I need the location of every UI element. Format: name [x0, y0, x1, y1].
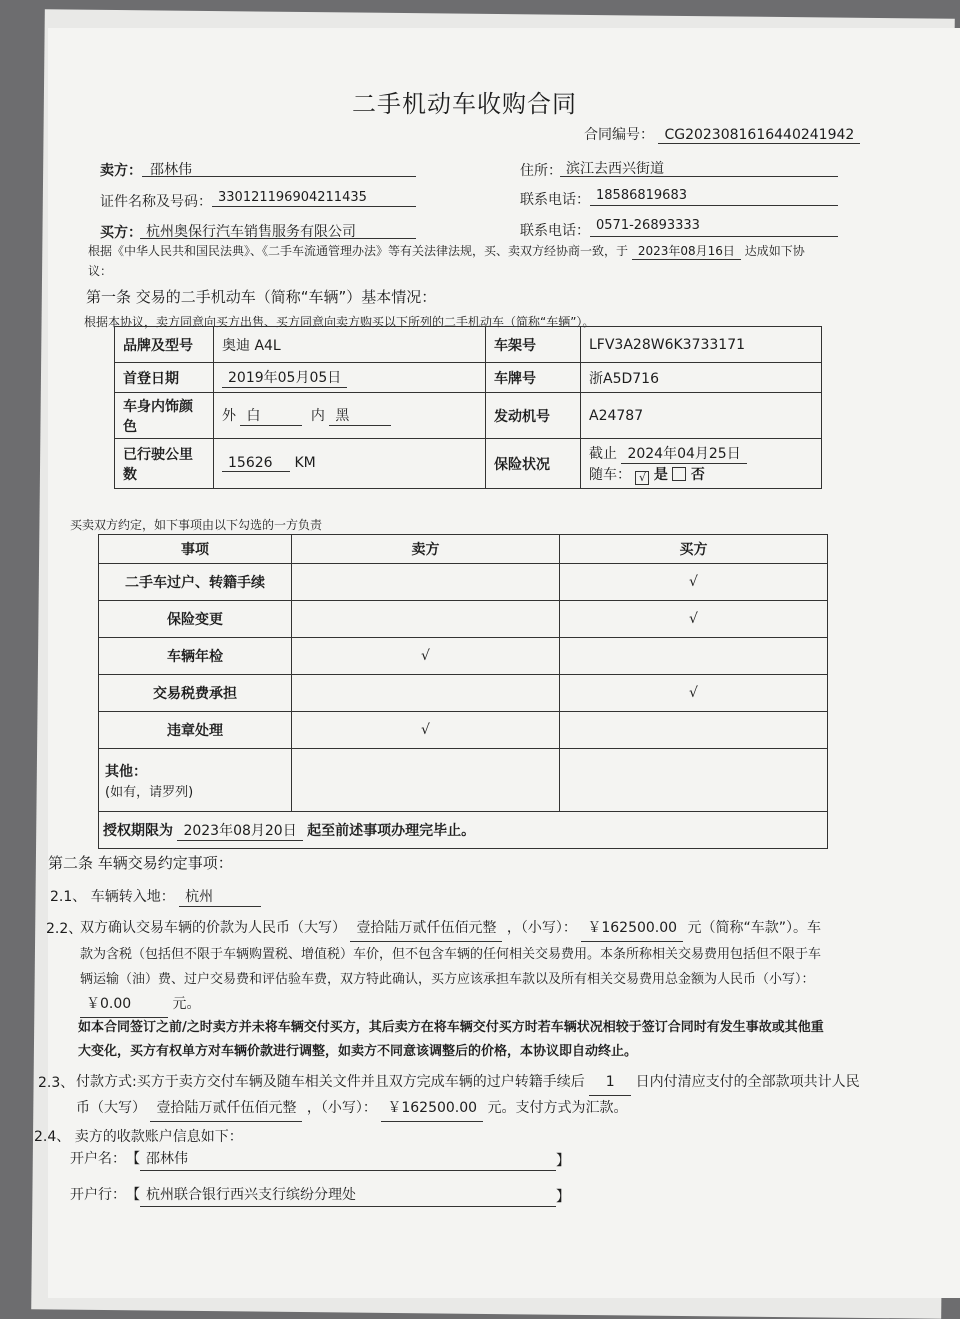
contract-title: 二手机动车收购合同: [352, 90, 577, 118]
vin-label: 车架号: [486, 327, 581, 363]
other-seller[interactable]: [292, 749, 560, 812]
other-buyer[interactable]: [559, 749, 827, 812]
resp-buyer-check[interactable]: [559, 712, 827, 749]
with-car-label: 随车：: [589, 466, 631, 483]
exterior-prefix: 外: [222, 408, 236, 424]
clause-2-2-text-a: 双方确认交易车辆的价款为人民币（大写）: [80, 920, 346, 936]
id-label: 证件名称及号码：: [100, 194, 212, 210]
resp-buyer-check[interactable]: [559, 638, 827, 675]
first-reg-label: 首登日期: [115, 363, 214, 393]
buyer-phone-label: 联系电话：: [520, 223, 590, 239]
clause-2-1: [50, 886, 261, 907]
yes-label: 是: [653, 466, 668, 483]
mileage-value: 15626: [222, 455, 290, 472]
clause-2-4-num: 2.4、: [34, 1129, 71, 1145]
resp-item: 二手车过户、转籍手续: [99, 564, 292, 601]
destination-value: 杭州: [179, 886, 261, 907]
resp-buyer-check[interactable]: √: [559, 675, 827, 712]
contract-number-label: 合同编号：: [584, 127, 654, 143]
vehicle-table: [114, 326, 822, 489]
buyer-name: 杭州奥保行汽车销售服务有限公司: [146, 224, 356, 240]
header-seller: 卖方: [292, 535, 560, 564]
clause-2-3-text-c: 币（大写）: [76, 1100, 146, 1116]
clause-2-2-line3: 辆运输（油）费、过户交易费和评估验车费，双方特此确认，买方应该承担车款以及所有相关交易费用总金额为人民币（小写）：: [80, 972, 815, 987]
brand-label: 品牌及型号: [115, 327, 214, 363]
clause-2-3-line1: [76, 1070, 896, 1096]
account-name-line: [140, 1170, 556, 1171]
insurance-until-label: 截止: [589, 445, 617, 462]
clause-2-3-text-b: 日内付清应支付的全部款项共计人民: [635, 1074, 860, 1090]
resp-item: 违章处理: [99, 712, 292, 749]
adjustment-line1: 如本合同签订之前/之时卖方并未将车辆交付买方，其后卖方在将车辆交付买方时若车辆状况相较于签订合同时有发生事故或其他重: [78, 1020, 824, 1035]
address-label: 住所：: [520, 163, 562, 179]
yes-checkbox[interactable]: √: [635, 471, 649, 485]
clause-2-2-text-b: ，（小写）：: [506, 920, 577, 936]
seller-name: 邵林伟: [150, 162, 192, 178]
exterior-color: 白: [240, 405, 302, 426]
price-upper: 壹拾陆万贰仟伍佰元整: [350, 916, 502, 942]
vehicle-row: [115, 393, 822, 439]
plate-value: 浙A5D716: [581, 363, 822, 393]
clause-2-3-text-a: 付款方式:买方于卖方交付车辆及随车相关文件并且双方完成车辆的过户转籍手续后: [76, 1074, 585, 1090]
intro-line2: 议：: [88, 264, 113, 278]
clause-2-2-line4: [80, 992, 900, 1018]
resp-seller-check[interactable]: [292, 601, 560, 638]
account-name: 邵林伟: [146, 1151, 188, 1167]
contract-number-value: CG2023081616440241942: [658, 127, 860, 144]
fee-unit: 元。: [172, 996, 201, 1012]
buyer-label: 买方：: [100, 225, 142, 241]
mileage-unit: KM: [294, 455, 316, 471]
deadline-suffix: 起至前述事项办理完毕止。: [307, 822, 476, 839]
resp-row: [99, 638, 828, 675]
clause-2-1-label: 车辆转入地：: [90, 889, 175, 905]
resp-intro: 买卖双方约定，如下事项由以下勾选的一方负责: [70, 518, 323, 532]
responsibility-table: [98, 534, 828, 849]
intro-text-b: 达成如下协: [744, 244, 805, 258]
price-lower: ￥162500.00: [581, 916, 683, 942]
clause-2-4: [34, 1126, 243, 1146]
deadline-cell: [99, 812, 828, 849]
bank-line: [140, 1206, 556, 1207]
account-name-bracket-right: 】: [556, 1153, 570, 1169]
resp-row: [99, 712, 828, 749]
resp-buyer-check[interactable]: √: [559, 601, 827, 638]
contract-number: [584, 124, 860, 144]
account-name-bracket-left: 【: [126, 1151, 140, 1167]
other-cell: [99, 749, 292, 812]
insurance-until: [589, 443, 813, 464]
deadline-date: 2023年08月20日: [177, 820, 302, 841]
account-name-label: 开户名：: [70, 1151, 126, 1167]
id-line: [212, 206, 416, 207]
bank-label: 开户行：: [70, 1187, 126, 1203]
resp-item: 交易税费承担: [99, 675, 292, 712]
first-reg-cell: [214, 363, 486, 393]
resp-item: 车辆年检: [99, 638, 292, 675]
with-car: [589, 464, 813, 485]
vin-value: LFV3A28W6K3733171: [581, 327, 822, 363]
interior-color: 黑: [329, 405, 391, 426]
clause-2-3-text-d: ，（小写）：: [306, 1100, 377, 1116]
seller-label: 卖方：: [100, 163, 142, 179]
intro-date: 2023年08月16日: [632, 242, 741, 260]
seller-phone-line: [590, 205, 838, 206]
color-label: 车身内饰颜色: [115, 393, 214, 439]
header-item: 事项: [99, 535, 292, 564]
clause-2-2: [80, 916, 900, 1018]
insurance-until-value: 2024年04月25日: [621, 443, 746, 464]
clause-2-2-line2: 款为含税（包括但不限于车辆购置税、增值税）车价，但不包含车辆的任何相关交易费用。本条所称相关交易费用包括但不限于车: [80, 947, 822, 962]
other-note: (如有，请罗列): [105, 784, 194, 800]
clause-2-3-num: 2.3、: [38, 1075, 75, 1091]
plate-label: 车牌号: [486, 363, 581, 393]
engine-value: A24787: [581, 393, 822, 439]
article2-title: 第二条 车辆交易约定事项：: [48, 854, 233, 872]
no-checkbox[interactable]: [672, 467, 686, 481]
intro-text-a: 根据《中华人民共和国民法典》、《二手车流通管理办法》等有关法律法规，买、卖双方经协商一致，于: [88, 244, 629, 258]
mileage-cell: [214, 439, 486, 489]
id-number: 330121196904211435: [218, 190, 367, 205]
brand-value: 奥迪 A4L: [214, 327, 486, 363]
mileage-label: 已行驶公里数: [115, 439, 214, 489]
no-label: 否: [690, 466, 705, 483]
insurance-label: 保险状况: [486, 439, 581, 489]
bank-name: 杭州联合银行西兴支行缤纷分理处: [146, 1187, 356, 1203]
deadline-row: [99, 812, 828, 849]
resp-row: [99, 564, 828, 601]
payment-upper: 壹拾陆万贰仟伍佰元整: [150, 1096, 302, 1122]
resp-row: [99, 675, 828, 712]
clause-2-3-text-e: 元。支付方式为汇款。: [487, 1100, 628, 1116]
first-reg-value: 2019年05月05日: [222, 367, 347, 388]
resp-seller-check[interactable]: √: [292, 712, 560, 749]
resp-seller-check[interactable]: [292, 675, 560, 712]
intro-line1: [88, 242, 805, 260]
adjustment-clause: [78, 1016, 898, 1064]
clause-2-2-num: 2.2、: [46, 921, 83, 937]
resp-item: 保险变更: [99, 601, 292, 638]
article1-subtitle: 根据本协议，卖方同意向买方出售、买方同意向卖方购买以下所列的二手机动车（简称“车辆”）。: [84, 315, 595, 329]
article1-title: 第一条 交易的二手机动车（简称“车辆”）基本情况：: [86, 288, 437, 306]
resp-seller-check[interactable]: [292, 564, 560, 601]
vehicle-row: [115, 327, 822, 363]
clause-2-3-line2: [76, 1096, 896, 1122]
payment-lower: ￥162500.00: [381, 1096, 483, 1122]
insurance-cell: [581, 439, 822, 489]
deadline-label: 授权期限为: [103, 822, 173, 839]
bank-bracket-left: 【: [126, 1187, 140, 1203]
fee-amount: ￥0.00: [80, 992, 168, 1018]
resp-header-row: [99, 535, 828, 564]
buyer-phone-line: [590, 236, 838, 237]
clause-2-1-num: 2.1、: [50, 889, 87, 905]
seller-phone-label: 联系电话：: [520, 192, 590, 208]
resp-seller-check[interactable]: √: [292, 638, 560, 675]
resp-row: [99, 601, 828, 638]
engine-label: 发动机号: [486, 393, 581, 439]
clause-2-2-line1: [80, 916, 900, 942]
interior-prefix: 内: [310, 408, 325, 424]
header-buyer: 买方: [559, 535, 827, 564]
bank-bracket-right: 】: [556, 1189, 570, 1205]
vehicle-row: [115, 439, 822, 489]
clause-2-4-title: 卖方的收款账户信息如下：: [74, 1129, 243, 1145]
seller-phone: 18586819683: [596, 188, 687, 203]
other-label: 其他：: [105, 763, 147, 780]
adjustment-line2: 大变化，买方有权单方对车辆价款进行调整，如卖方不同意该调整后的价格，本协议即自动终止。: [78, 1044, 638, 1059]
resp-buyer-check[interactable]: √: [559, 564, 827, 601]
address-value: 滨江去西兴街道: [566, 161, 664, 177]
payment-days: 1: [589, 1070, 631, 1096]
buyer-phone: 0571-26893333: [596, 218, 700, 233]
vehicle-row: [115, 363, 822, 393]
clause-2-2-text-c: 元（简称“车款”）。车: [687, 920, 822, 936]
color-cell: [214, 393, 486, 439]
resp-other-row: [99, 749, 828, 812]
clause-2-3: [76, 1070, 896, 1122]
